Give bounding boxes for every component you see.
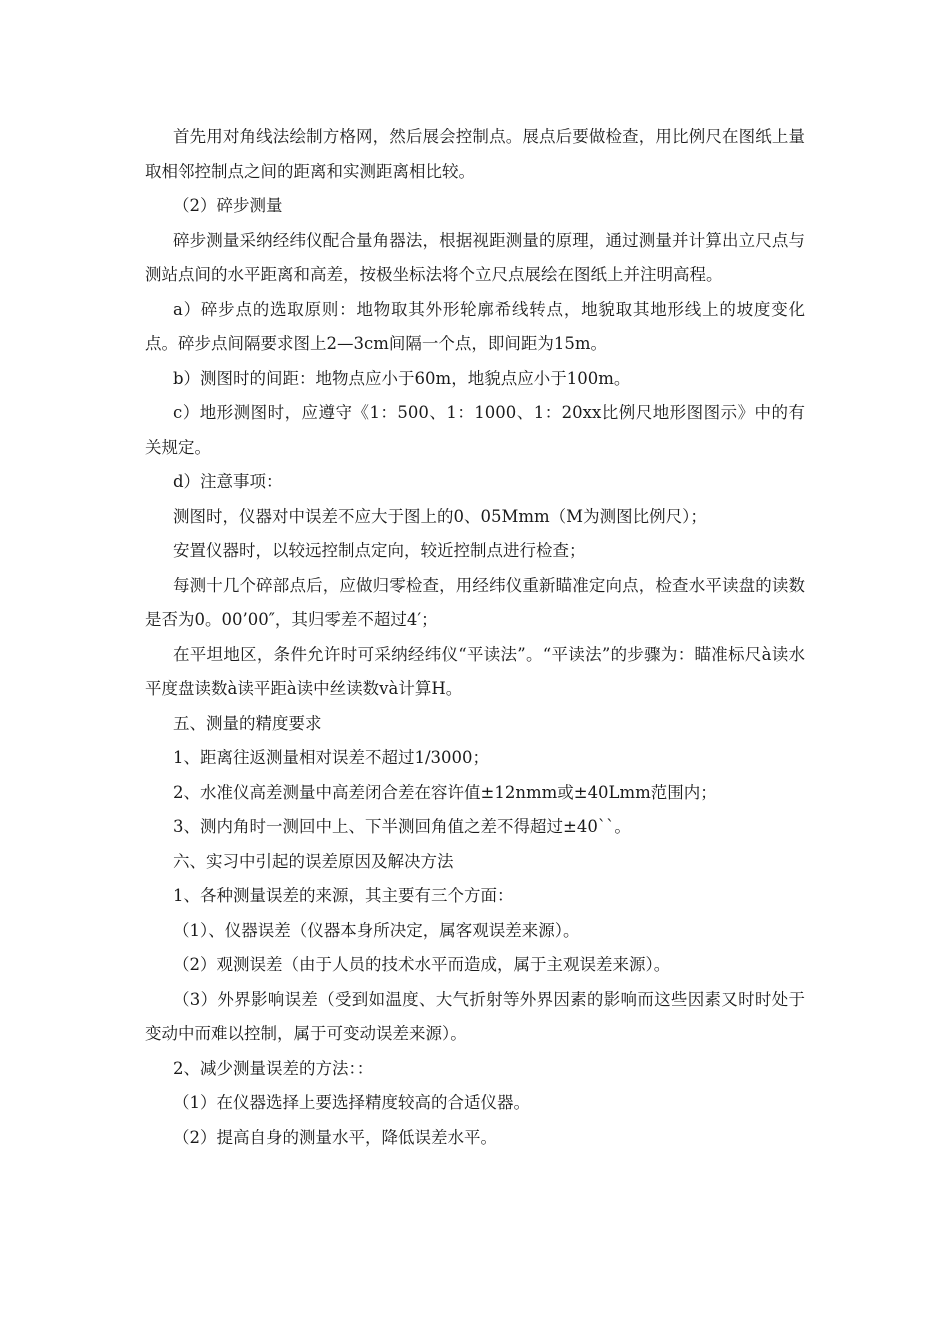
paragraph: c）地形测图时，应遵守《1：500、1：1000、1：20xx比例尺地形图图示》中的有关规定。 [145,403,805,457]
list-item: （1）在仪器选择上要选择精度较高的合适仪器。 [173,1093,530,1112]
section-subheading: （2）碎步测量 [173,196,283,215]
paragraph: 测图时，仪器对中误差不应大于图上的0、05Mmm（M为测图比例尺）； [173,506,707,526]
section-heading: 五、测量的精度要求 [173,713,322,733]
list-item: 1、各种测量误差的来源，其主要有三个方面： [173,886,514,905]
list-item: 3、测内角时一测回中上、下半测回角值之差不得超过±40``。 [173,817,631,836]
list-item: 2、水准仪高差测量中高差闭合差在容许值±12nmm或±40Lmm范围内； [173,782,717,802]
paragraph: b）测图时的间距：地物点应小于60m，地貌点应小于100m。 [173,368,631,388]
list-item: 2、减少测量误差的方法：： [173,1058,374,1078]
list-item: 1、距离往返测量相对误差不超过1/3000； [173,748,490,767]
paragraph: 每测十几个碎部点后，应做归零检查，用经纬仪重新瞄准定向点，检查水平读盘的读数是否为0。00’00″，其归零差不超过4′； [145,575,805,629]
paragraph: 首先用对角线法绘制方格网，然后展会控制点。展点后要做检查，用比例尺在图纸上量取相邻控制点之间的距离和实测距离相比较。 [145,127,805,181]
list-item: （2）观测误差（由于人员的技术水平而造成，属于主观误差来源）。 [173,955,671,974]
paragraph: d）注意事项： [173,472,283,491]
section-heading: 六、实习中引起的误差原因及解决方法 [173,851,454,871]
paragraph: 在平坦地区，条件允许时可采纳经纬仪“平读法”。“平读法”的步骤为：瞄准标尺à读水平度盘读数à读平距à读中丝读数và计算H。 [145,644,805,698]
document-body [145,120,805,1155]
paragraph: 安置仪器时，以较远控制点定向，较近控制点进行检查； [173,541,586,560]
list-item: （2）提高自身的测量水平，降低误差水平。 [173,1127,497,1147]
paragraph: 碎步测量采纳经纬仪配合量角器法，根据视距测量的原理，通过测量并计算出立尺点与测站点间的水平距离和高差，按极坐标法将个立尺点展绘在图纸上并注明高程。 [145,230,805,284]
paragraph: a）碎步点的选取原则：地物取其外形轮廓希线转点，地貌取其地形线上的坡度变化点。碎步点间隔要求图上2—3cm间隔一个点，即间距为15m。 [145,299,805,353]
list-item: （1）、仪器误差（仪器本身所决定，属客观误差来源）。 [173,920,580,940]
list-item: （3）外界影响误差（受到如温度、大气折射等外界因素的影响而这些因素又时时处于变动中而难以控制，属于可变动误差来源）。 [145,989,805,1043]
